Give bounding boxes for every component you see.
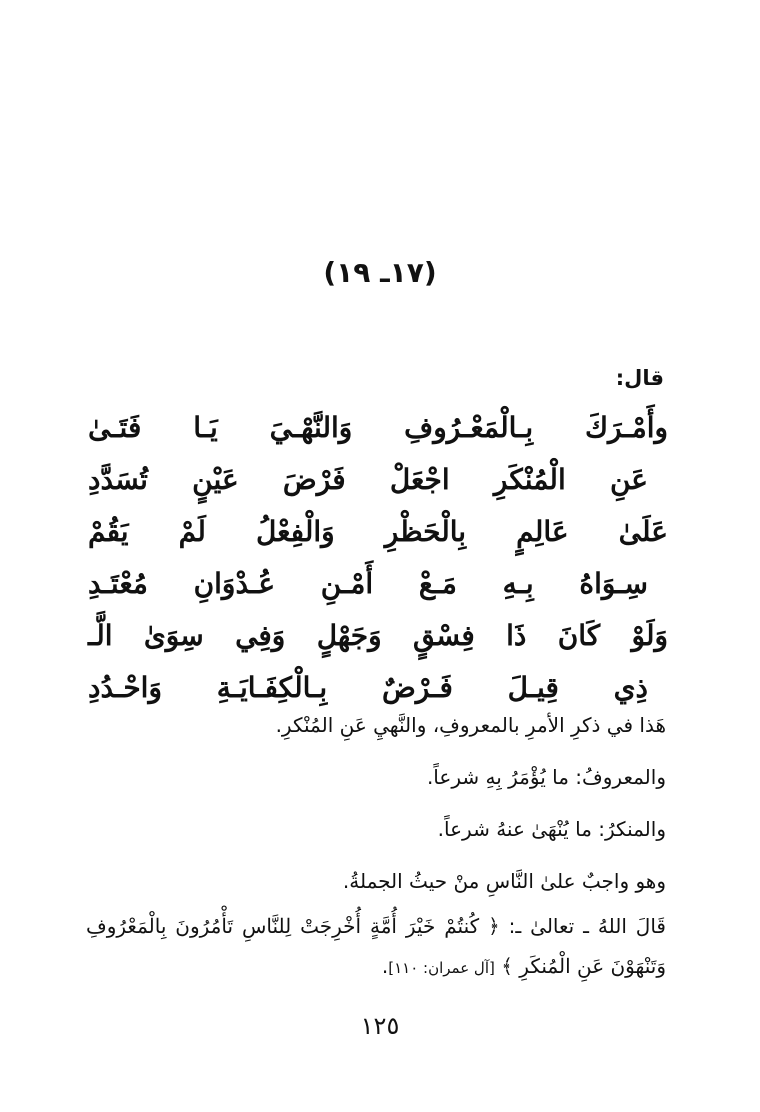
verse-block [88, 402, 668, 714]
verse-line: سِـوَاهُ بِـهِ مَـعْ أَمْـنِ عُـدْوَانِ مُعْتَـدِ [88, 567, 648, 600]
quote-end: . [381, 954, 389, 978]
ayah-text: وَتَنْهَوْنَ عَنِ الْمُنكَرِ ﴾ [501, 954, 666, 978]
paragraph: هَذا في ذكرِ الأمرِ بالمعروفِ، والنَّهيِ عَنِ المُنْكرِ. [275, 713, 666, 737]
quote-line [86, 946, 666, 988]
verse-line: عَلَىٰ عَالِمٍ بِالْحَظْرِ وَالْفِعْلُ لَمْ يَقُمْ [88, 515, 668, 548]
paragraph: والمنكرُ: ما يُنْهَىٰ عنهُ شرعاً. [437, 817, 666, 841]
verse-line: وَلَوْ كَانَ ذَا فِسْقٍ وَجَهْلٍ وَفِي سِوَىٰ الَّـ [88, 619, 668, 652]
verse-line: عَنِ الْمُنْكَرِ اجْعَلْ فَرْضَ عَيْنٍ تُسَدَّدِ [88, 463, 648, 496]
intro-label: قال: [615, 366, 664, 390]
quran-quote [86, 906, 666, 988]
ayah-text: ﴿ كُنتُمْ خَيْرَ أُمَّةٍ أُخْرِجَتْ لِلنَّاسِ تَأْمُرُونَ بِالْمَعْرُوفِ [86, 914, 500, 938]
paragraph: والمعروفُ: ما يُؤْمَرُ بِهِ شرعاً. [426, 765, 666, 789]
verse-line: ذِي قِيـلَ فَـرْضٌ بِـالْكِفَـايَـةِ وَاحْـدُدِ [88, 671, 648, 704]
page-number: ١٢٥ [360, 1012, 400, 1040]
ayah-reference: [آل عمران: ١١٠] [388, 959, 495, 977]
verse-line: وأَمْـرَكَ بِـالْمَعْـرُوفِ وَالنَّهْـيَ يَـا فَتَـىٰ [88, 411, 668, 444]
commentary [86, 712, 666, 988]
section-heading: (١٧ـ ١٩) [323, 256, 437, 289]
quote-line [86, 906, 666, 946]
quote-intro: قَالَ اللهُ ـ تعالىٰ ـ: [508, 914, 666, 938]
paragraph: وهو واجبٌ علىٰ النَّاسِ منْ حيثُ الجملةُ. [342, 869, 666, 893]
